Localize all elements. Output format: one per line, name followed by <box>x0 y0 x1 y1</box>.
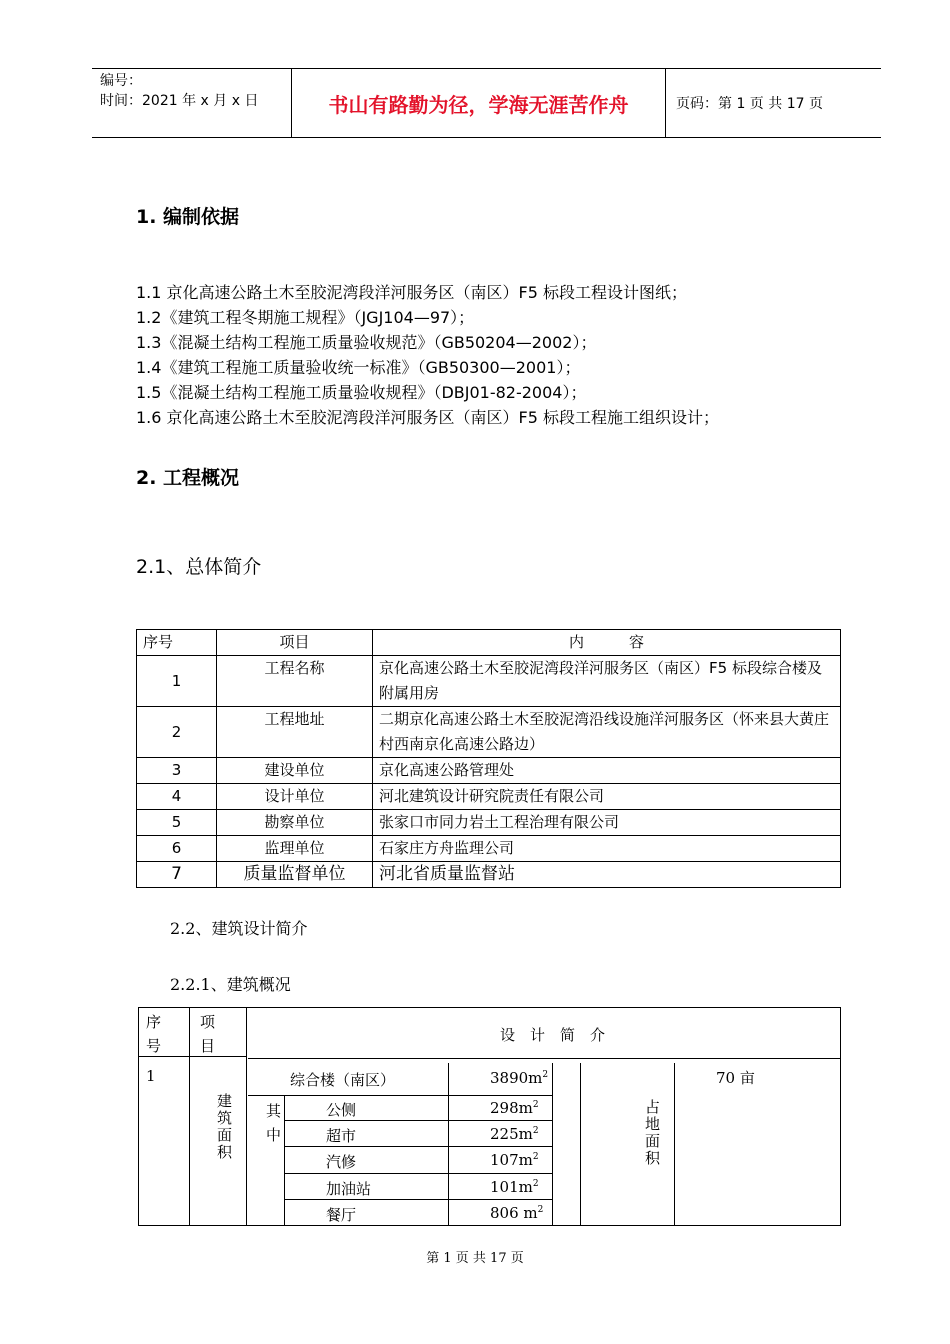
table-row <box>137 810 841 836</box>
row-number: 7 <box>137 862 217 888</box>
header-motto: 书山有路勤为径，学海无涯苦作舟 <box>292 69 666 137</box>
divider <box>248 1058 841 1059</box>
table-row <box>137 862 841 888</box>
reference-item: 1.5《混凝土结构工程施工质量验收规程》（DBJ01-82-2004）； <box>136 383 587 402</box>
header-cell: 序号 <box>137 630 217 656</box>
reference-item: 1.6 京化高速公路土木至胶泥湾段洋河服务区（南区）F5 标段工程施工组织设计； <box>136 408 720 427</box>
row-item: 勘察单位 <box>217 810 373 836</box>
building-area-label: 建筑面积 <box>215 1093 233 1161</box>
total-name: 综合楼（南区） <box>290 1071 396 1089</box>
subsection-building: 2.2.1、建筑概况 <box>170 975 291 994</box>
row-content: 石家庄方舟监理公司 <box>373 836 841 862</box>
divider <box>674 1063 675 1226</box>
overview-table <box>136 629 841 888</box>
divider <box>580 1063 581 1226</box>
row-item: 工程名称 <box>217 656 373 707</box>
header-design: 设 计 简 介 <box>500 1026 606 1044</box>
row-content: 二期京化高速公路土木至胶泥湾沿线设施洋河服务区（怀来县大黄庄村西南京化高速公路边） <box>373 707 841 758</box>
reference-item: 1.2《建筑工程冬期施工规程》（JGJ104—97）； <box>136 308 475 327</box>
page-header <box>92 68 881 138</box>
item-value: $225m^2$ <box>490 1125 539 1143</box>
among-label: 其中 <box>266 1102 282 1144</box>
row-item: 质量监督单位 <box>217 862 373 888</box>
item-value: 806 $m^2$ <box>490 1204 544 1222</box>
item-name: 公侧 <box>326 1101 357 1119</box>
subsection-design: 2.2、建筑设计简介 <box>170 919 308 938</box>
reference-list <box>136 280 719 430</box>
row-number: 2 <box>137 707 217 758</box>
page-footer: 第 1 页 共 17 页 <box>426 1251 524 1266</box>
row-item: 监理单位 <box>217 836 373 862</box>
item-value: $298m^2$ <box>490 1099 539 1117</box>
divider <box>189 1007 190 1226</box>
reference-item: 1.1 京化高速公路土木至胶泥湾段洋河服务区（南区）F5 标段工程设计图纸； <box>136 283 688 302</box>
header-no-2: 号 <box>146 1037 162 1055</box>
divider <box>138 1056 189 1057</box>
land-area-value: 70 亩 <box>716 1069 755 1087</box>
land-area-label: 占地面积 <box>643 1099 661 1167</box>
reference-item: 1.3《混凝土结构工程施工质量验收规范》（GB50204—2002）； <box>136 333 597 352</box>
row-number: 1 <box>137 656 217 707</box>
item-name: 超市 <box>326 1127 357 1145</box>
divider <box>284 1146 552 1147</box>
row-item: 工程地址 <box>217 707 373 758</box>
row-number: 4 <box>137 784 217 810</box>
section1-title: 1. 编制依据 <box>136 206 240 228</box>
row-number: 3 <box>137 758 217 784</box>
number-label: 编号： <box>100 73 142 89</box>
table-row <box>137 656 841 707</box>
table-row <box>137 836 841 862</box>
row-item: 设计单位 <box>217 784 373 810</box>
header-cell: 内 容 <box>373 630 841 656</box>
header-cell: 项目 <box>217 630 373 656</box>
header-item-2: 目 <box>200 1037 216 1055</box>
row-content: 河北建筑设计研究院责任有限公司 <box>373 784 841 810</box>
item-value: $101m^2$ <box>490 1178 539 1196</box>
reference-item: 1.4《建筑工程施工质量验收统一标准》（GB50300—2001）； <box>136 358 581 377</box>
divider <box>284 1120 552 1121</box>
divider <box>189 1056 246 1057</box>
item-name: 餐厅 <box>326 1206 357 1224</box>
table-header-row <box>137 630 841 656</box>
divider <box>248 1095 552 1096</box>
row-number: 5 <box>137 810 217 836</box>
divider <box>448 1063 449 1226</box>
row-content: 京化高速公路土木至胶泥湾段洋河服务区（南区）F5 标段综合楼及附属用房 <box>373 656 841 707</box>
header-no-1: 序 <box>146 1013 162 1031</box>
item-name: 汽修 <box>326 1153 357 1171</box>
row-content: 张家口市同力岩土工程治理有限公司 <box>373 810 841 836</box>
section2-title: 2. 工程概况 <box>136 467 240 489</box>
divider <box>552 1063 553 1226</box>
row-number: 6 <box>137 836 217 862</box>
row-content: 京化高速公路管理处 <box>373 758 841 784</box>
table-row <box>137 758 841 784</box>
row-number: 1 <box>146 1067 156 1085</box>
divider <box>284 1173 552 1174</box>
building-table <box>138 1007 841 1226</box>
total-value: $3890m^2$ <box>490 1069 549 1087</box>
header-page-label: 页码：第 1 页 共 17 页 <box>676 96 823 112</box>
table-row <box>137 784 841 810</box>
table-row <box>137 707 841 758</box>
item-name: 加油站 <box>326 1180 372 1198</box>
header-item-1: 项 <box>200 1013 216 1031</box>
divider <box>246 1007 247 1226</box>
header-meta <box>92 69 292 137</box>
subsection-overview: 2.1、总体简介 <box>136 556 262 578</box>
time-label: 时间：2021 年 x 月 x 日 <box>100 93 259 109</box>
item-value: $107m^2$ <box>490 1151 539 1169</box>
divider <box>284 1095 285 1226</box>
row-content: 河北省质量监督站 <box>373 862 841 888</box>
divider <box>284 1199 552 1200</box>
row-item: 建设单位 <box>217 758 373 784</box>
